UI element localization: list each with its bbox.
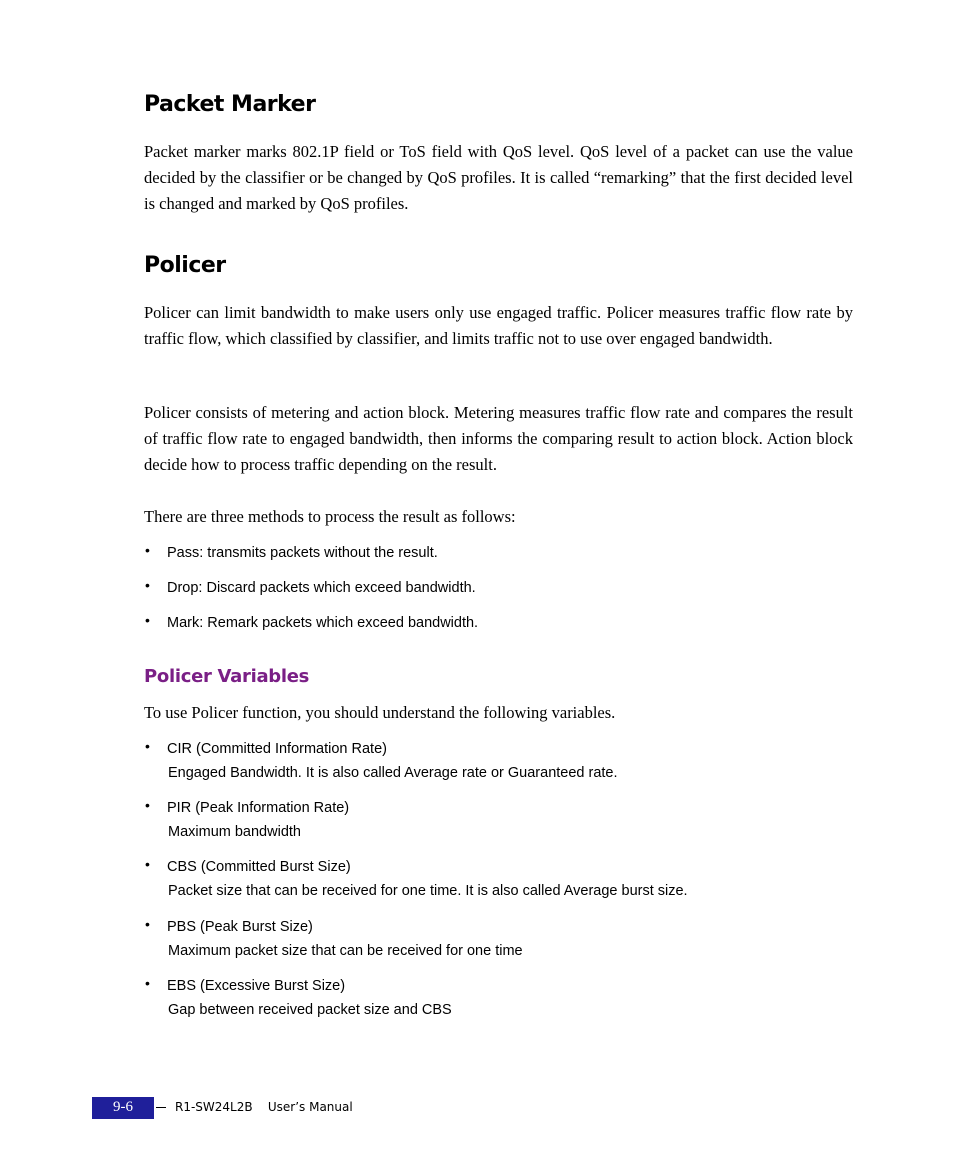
variable-name-pbs: PBS (Peak Burst Size) xyxy=(167,919,313,935)
footer-manual-title: R1-SW24L2B User’s Manual xyxy=(175,1100,353,1114)
packet-marker-paragraph: Packet marker marks 802.1P field or ToS field with QoS level. QoS level of a packet can use the value decided by the classifier or be changed by QoS profiles. It is called “remarking” that the first decided level is changed and marked by QoS profiles. xyxy=(144,142,853,213)
variable-desc-cbs: Packet size that can be received for one time. It is also called Average burst size. xyxy=(168,883,688,899)
method-item-mark: Mark: Remark packets which exceed bandwidth. xyxy=(167,615,479,631)
bullet-icon: • xyxy=(145,738,150,754)
bullet-icon: • xyxy=(145,975,150,991)
heading-packet-marker: Packet Marker xyxy=(144,92,316,117)
bullet-icon: • xyxy=(145,856,150,872)
policer-paragraph-3: There are three methods to process the result as follows: xyxy=(144,507,516,526)
heading-policer: Policer xyxy=(144,253,226,278)
variable-name-cbs: CBS (Committed Burst Size) xyxy=(167,859,351,875)
variable-name-ebs: EBS (Excessive Burst Size) xyxy=(167,978,346,994)
variable-desc-pir: Maximum bandwidth xyxy=(168,824,301,840)
page-number-badge: 9-6 xyxy=(92,1097,154,1119)
variable-desc-pbs: Maximum packet size that can be received for one time xyxy=(168,943,523,959)
variable-desc-ebs: Gap between received packet size and CBS xyxy=(168,1002,452,1018)
policer-variables-intro: To use Policer function, you should understand the following variables. xyxy=(144,703,616,722)
variable-name-cir: CIR (Committed Information Rate) xyxy=(167,741,387,757)
bullet-icon: • xyxy=(145,542,150,558)
bullet-icon: • xyxy=(145,797,150,813)
policer-paragraph-1: Policer can limit bandwidth to make users only use engaged traffic. Policer measures traffic flow rate by traffic flow, which classified by classifier, and limits traffic not to use over engaged bandwidth. xyxy=(144,303,853,348)
method-item-drop: Drop: Discard packets which exceed bandwidth. xyxy=(167,580,476,596)
method-item-pass: Pass: transmits packets without the result. xyxy=(167,545,438,561)
footer-divider xyxy=(156,1107,166,1108)
bullet-icon: • xyxy=(145,577,150,593)
variable-name-pir: PIR (Peak Information Rate) xyxy=(167,800,350,816)
bullet-icon: • xyxy=(145,612,150,628)
variable-desc-cir: Engaged Bandwidth. It is also called Average rate or Guaranteed rate. xyxy=(168,765,618,781)
policer-paragraph-2: Policer consists of metering and action block. Metering measures traffic flow rate and compares the result of traffic flow rate to engaged bandwidth, then informs the comparing result to action block. Action block decide how to process traffic depending on the result. xyxy=(144,403,853,474)
bullet-icon: • xyxy=(145,916,150,932)
heading-policer-variables: Policer Variables xyxy=(144,666,310,687)
